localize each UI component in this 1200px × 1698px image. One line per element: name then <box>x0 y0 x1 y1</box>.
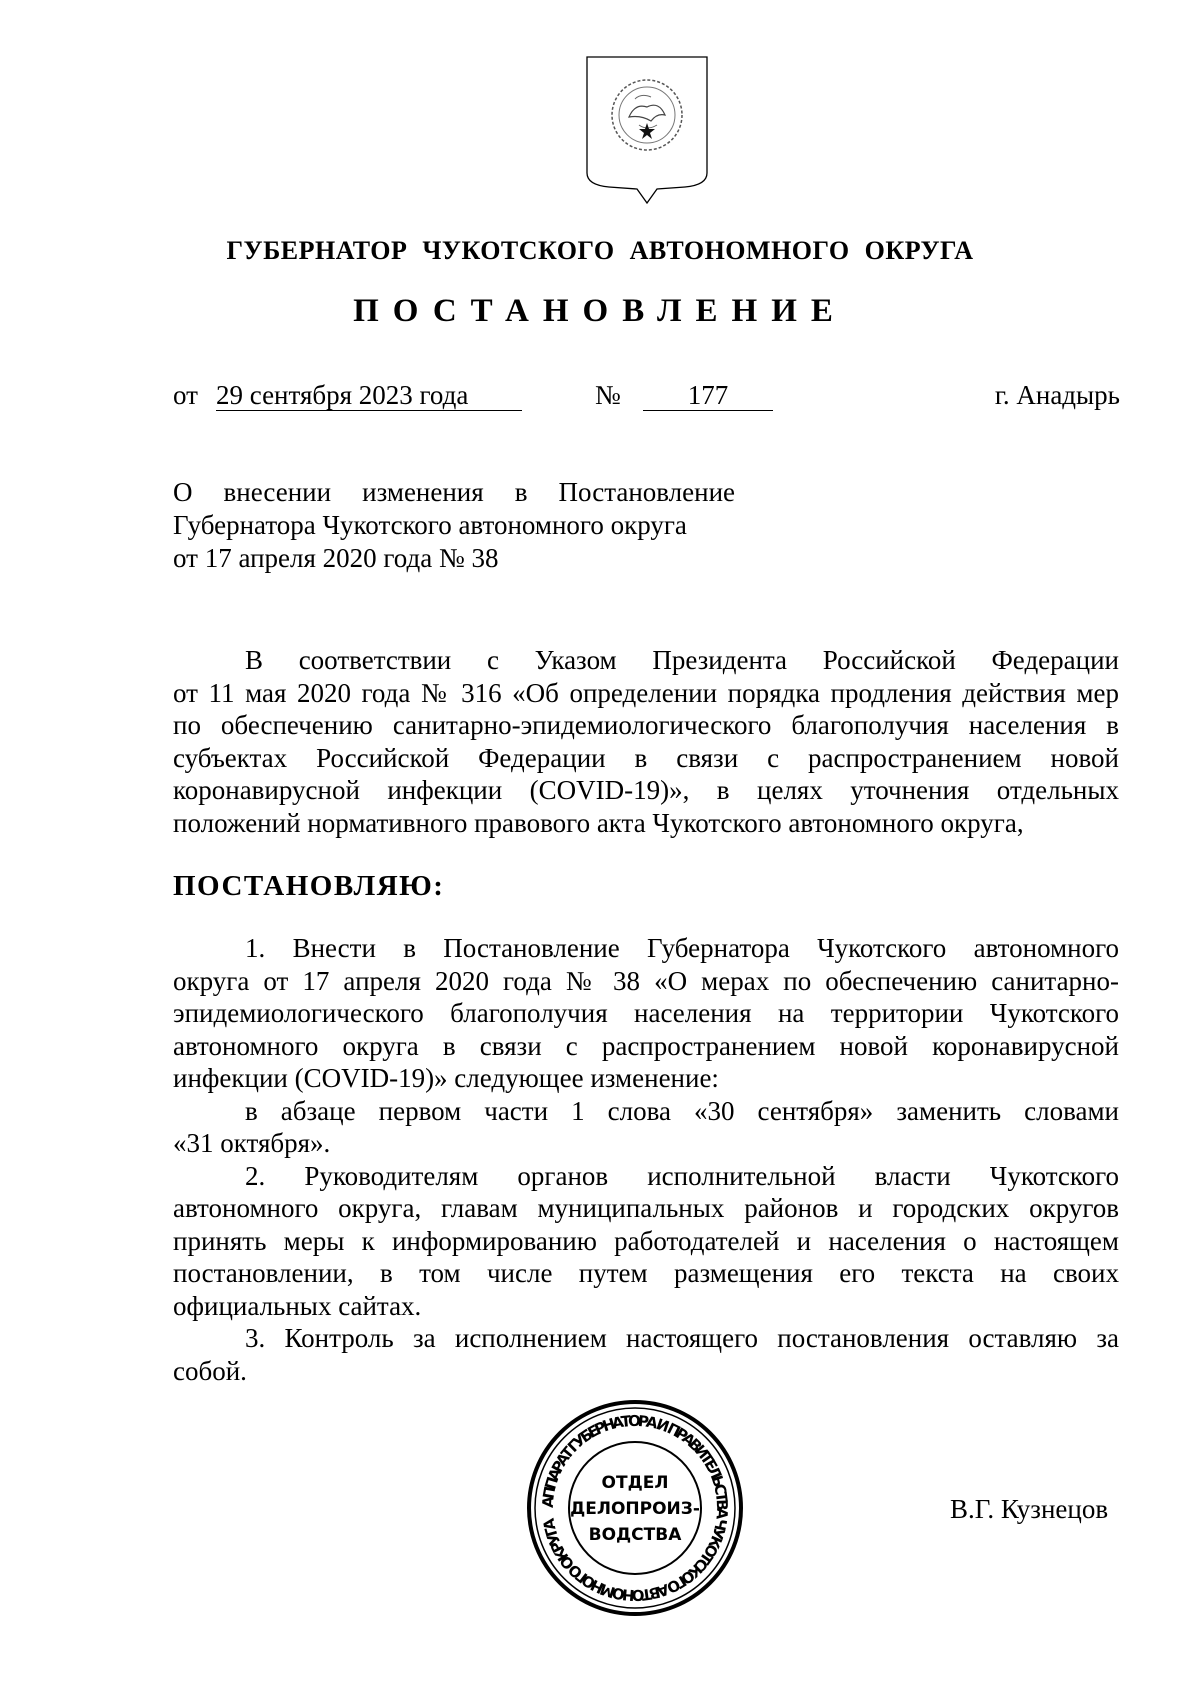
issuing-authority: ГУБЕРНАТОР ЧУКОТСКОГО АВТОНОМНОГО ОКРУГА <box>226 236 974 265</box>
document-place: г. Анадырь <box>994 380 1120 410</box>
document-date: 29 сентября 2023 года <box>216 380 522 411</box>
text-line: коронавирусной инфекции (COVID-19)», в целях уточнения отдельных <box>173 775 1119 805</box>
decree-items <box>173 932 1119 1387</box>
stamp-center-line: ОТДЕЛ <box>601 1473 669 1493</box>
text-line: «31 октября». <box>173 1128 331 1158</box>
decree-word: ПОСТАНОВЛЯЮ: <box>173 870 445 902</box>
coat-of-arms-emblem <box>585 55 709 205</box>
signatory-name: В.Г. Кузнецов <box>950 1494 1109 1524</box>
document-subject <box>173 476 735 575</box>
subject-line: О внесении изменения в Постановление <box>173 477 735 507</box>
text-line: положений нормативного правового акта Чукотского автономного округа, <box>173 807 1024 838</box>
text-line: в абзаце первом части 1 слова «30 сентября» заменить словами <box>245 1095 1119 1126</box>
text-line: официальных сайтах. <box>173 1290 422 1321</box>
text-line: округа от 17 апреля 2020 года № 38 «О мерах по обеспечению санитарно- <box>173 965 1119 996</box>
text-line: по обеспечению санитарно-эпидемиологического благополучия населения в <box>173 710 1119 740</box>
text-line: автономного округа в связи с распространением новой коронавирусной <box>173 1030 1119 1061</box>
text-line: автономного округа, главам муниципальных районов и городских округов <box>173 1193 1119 1223</box>
text-line: 2. Руководителям органов исполнительной власти Чукотского <box>245 1160 1119 1191</box>
text-line: инфекции (COVID-19)» следующее изменение: <box>173 1063 719 1093</box>
text-line: собой. <box>173 1355 247 1386</box>
document-type: ПОСТАНОВЛЕНИЕ <box>353 293 847 329</box>
text-line: принять меры к информированию работодателей и населения о настоящем <box>173 1225 1119 1256</box>
date-label: от <box>173 380 198 410</box>
text-line: от 11 мая 2020 года № 316 «Об определении порядка продления действия мер <box>173 677 1119 708</box>
text-line: В соответствии с Указом Президента Российской Федерации <box>245 645 1119 675</box>
text-line: 3. Контроль за исполнением настоящего постановления оставляю за <box>245 1323 1119 1353</box>
office-stamp <box>525 1398 745 1618</box>
text-line: субъектах Российской Федерации в связи с распространением новой <box>173 742 1119 773</box>
subject-line: Губернатора Чукотского автономного округа <box>173 510 687 540</box>
text-line: 1. Внести в Постановление Губернатора Чукотского автономного <box>245 933 1119 963</box>
subject-line: от 17 апреля 2020 года № 38 <box>173 543 499 573</box>
preamble-paragraph <box>173 644 1119 839</box>
text-line: постановлении, в том числе путем размещения его текста на своих <box>173 1258 1119 1288</box>
number-label: № <box>595 380 621 410</box>
stamp-center-line: ДЕЛОПРОИЗ- <box>570 1499 700 1519</box>
stamp-ring-text: АППАРАТ ГУБЕРНАТОРА И ПРАВИТЕЛЬСТВА ЧУКОТСКОГО АВТОНОМНОГО ОКРУГА <box>538 1411 732 1605</box>
document-number: 177 <box>643 380 773 411</box>
text-line: эпидемиологического благополучия населения на территории Чукотского <box>173 998 1119 1028</box>
stamp-center-line: ВОДСТВА <box>588 1525 682 1545</box>
